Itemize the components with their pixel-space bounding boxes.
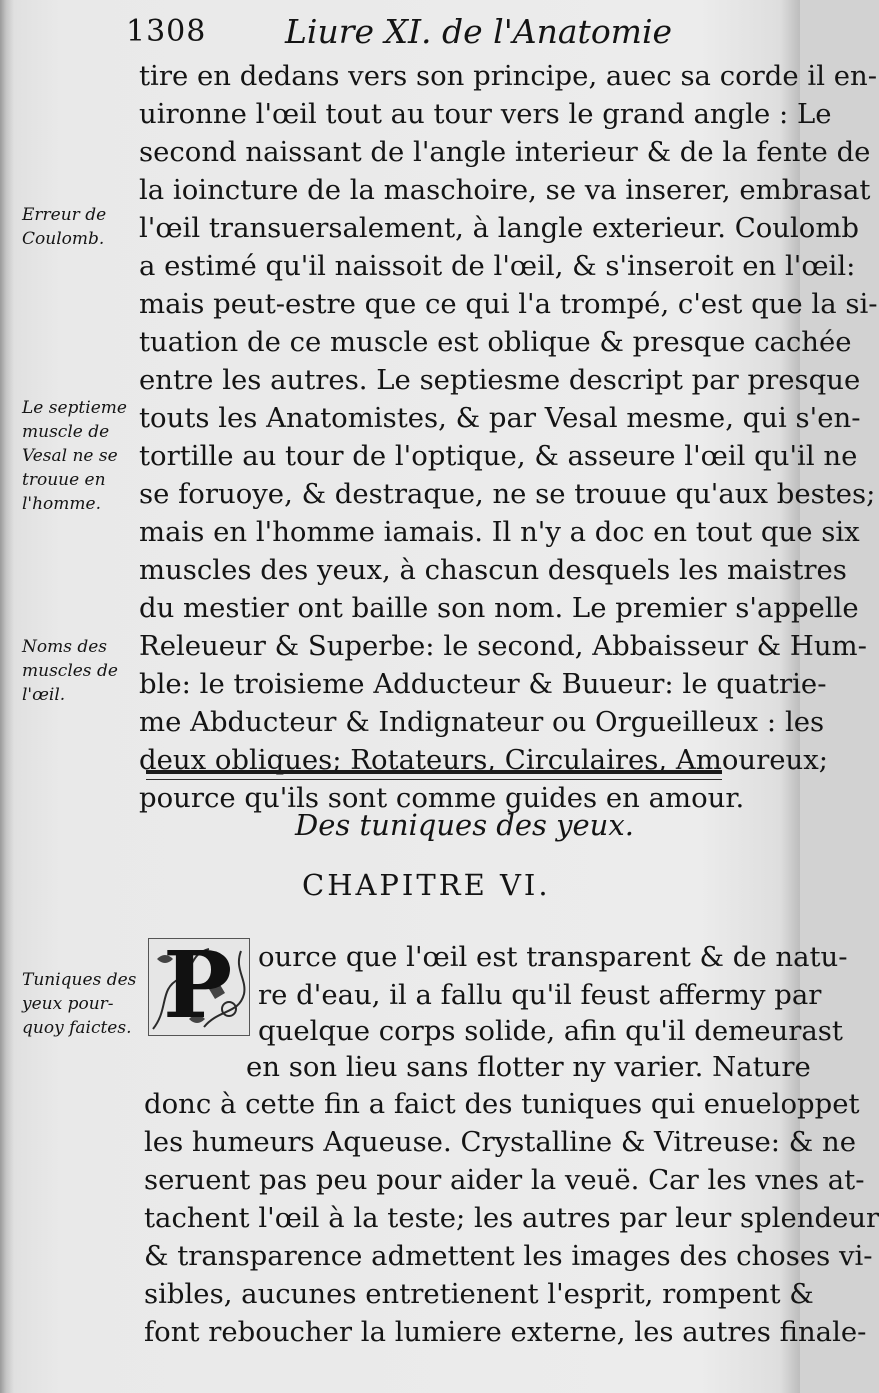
ornamental-dropcap <box>148 931 250 1039</box>
margin-note-septieme-muscle <box>22 396 142 516</box>
section-subtitle: Des tuniques des yeux. <box>295 808 634 842</box>
text-line: mais peut-estre que ce qui l'a trompé, c'est que la si- <box>139 288 878 320</box>
text-line: mais en l'homme iamais. Il n'y a doc en tout que six <box>139 516 860 548</box>
margin-note-tuniques <box>22 968 142 1040</box>
text-line: sibles, aucunes entretienent l'esprit, rompent & <box>144 1278 814 1310</box>
text-line: se foruoye, & destraque, ne se trouue qu'aux bestes; <box>139 478 876 510</box>
margin-note-line: l'œil. <box>22 685 66 705</box>
margin-note-erreur-coulomb <box>22 203 142 251</box>
dropcap-letter: P <box>163 931 233 1039</box>
text-line: Releueur & Superbe: le second, Abbaisseur & Hum- <box>139 630 867 662</box>
page-header <box>120 8 673 62</box>
text-line: & transparence admettent les images des choses vi- <box>144 1240 873 1272</box>
text-line: tachent l'œil à la teste; les autres par leur splendeur <box>144 1202 879 1234</box>
margin-note-line: Vesal ne se <box>22 446 118 466</box>
text-line: en son lieu sans flotter ny varier. Nature <box>246 1051 811 1083</box>
page-number: 1308 <box>126 14 207 49</box>
margin-note-line: muscle de <box>22 422 110 442</box>
text-line: second naissant de l'angle interieur & de la fente de <box>139 136 871 168</box>
text-line: re d'eau, il a fallu qu'il feust affermy par <box>258 979 822 1011</box>
text-line: l'œil transuersalement, à langle exterieur. Coulomb <box>139 212 860 244</box>
text-line: tire en dedans vers son principe, auec sa corde il en- <box>139 60 878 92</box>
body-text-section-1 <box>139 57 878 817</box>
text-line: deux obliques; Rotateurs, Circulaires, Amoureux; <box>139 744 828 776</box>
text-line: seruent pas peu pour aider la veuë. Car les vnes at- <box>144 1164 865 1196</box>
text-line: quelque corps solide, afin qu'il demeurast <box>258 1015 843 1047</box>
text-line: ource que l'œil est transparent & de natu- <box>258 941 848 973</box>
body-text-section-2 <box>144 1085 879 1351</box>
text-line: tuation de ce muscle est oblique & presque cachée <box>139 326 852 358</box>
margin-note-line: trouue en <box>22 470 106 490</box>
text-line: a estimé qu'il naissoit de l'œil, & s'inseroit en l'œil: <box>139 250 856 282</box>
text-line: muscles des yeux, à chascun desquels les maistres <box>139 554 847 586</box>
text-line: touts les Anatomistes, & par Vesal mesme, qui s'en- <box>139 402 861 434</box>
margin-note-line: Le septieme <box>22 398 127 418</box>
text-line: uironne l'œil tout au tour vers le grand angle : Le <box>139 98 832 130</box>
margin-note-line: Tuniques des <box>22 970 137 990</box>
section-divider-rule <box>146 770 722 780</box>
margin-note-line: l'homme. <box>22 494 101 514</box>
text-line: ble: le troisieme Adducteur & Buueur: le quatrie- <box>139 668 827 700</box>
margin-note-line: quoy faictes. <box>22 1018 132 1038</box>
text-line: font reboucher la lumiere externe, les autres finale- <box>144 1316 867 1348</box>
text-line: tortille au tour de l'optique, & asseure l'œil qu'il ne <box>139 440 858 472</box>
text-line: du mestier ont baille son nom. Le premier s'appelle <box>139 592 859 624</box>
margin-note-line: Erreur de <box>22 205 107 225</box>
margin-note-line: Noms des <box>22 637 108 657</box>
text-line: entre les autres. Le septiesme descript par presque <box>139 364 861 396</box>
margin-note-line: Coulomb. <box>22 229 105 249</box>
text-line: donc à cette fin a faict des tuniques qui enueloppet <box>144 1088 860 1120</box>
text-line: me Abducteur & Indignateur ou Orgueilleux : les <box>139 706 825 738</box>
text-line: pource qu'ils sont comme guides en amour. <box>139 782 745 814</box>
margin-note-noms-muscles <box>22 635 142 707</box>
margin-note-line: muscles de <box>22 661 118 681</box>
text-line: la ioincture de la maschoire, se va inserer, embrasat <box>139 174 871 206</box>
text-line: les humeurs Aqueuse. Crystalline & Vitreuse: & ne <box>144 1126 857 1158</box>
running-title: Liure XI. de l'Anatomie <box>285 12 673 51</box>
chapter-title: CHAPITRE VI. <box>302 868 551 902</box>
margin-note-line: yeux pour- <box>22 994 114 1014</box>
